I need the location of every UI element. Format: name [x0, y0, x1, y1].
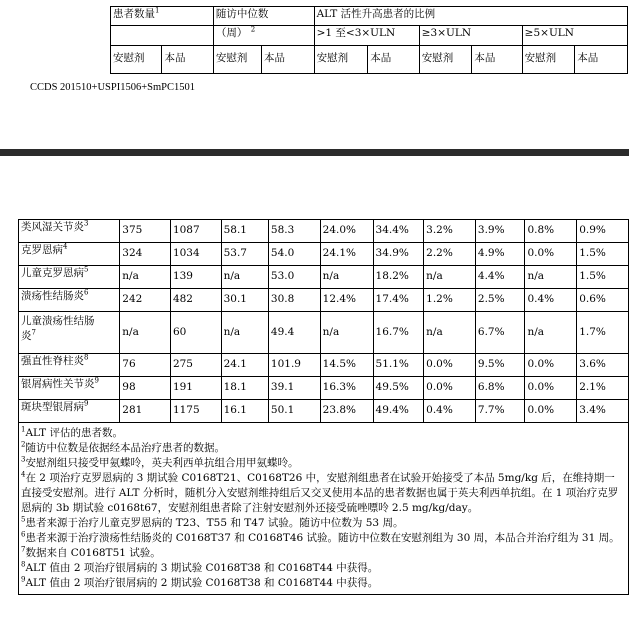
- cell-r3-product: 1.7%: [577, 312, 629, 354]
- cell-f-product: 58.3: [268, 220, 320, 243]
- cell-n-product: 482: [170, 289, 221, 312]
- footnotes-cell: [19, 423, 629, 595]
- cell-r3-product: 1.5%: [577, 266, 629, 289]
- cell-r1-product: 18.2%: [373, 266, 424, 289]
- cell-r2-product: 6.7%: [475, 312, 525, 354]
- cell-r3-placebo: 0.0%: [525, 243, 577, 266]
- col-placebo: 安慰剂: [419, 46, 472, 74]
- cell-f-placebo: 30.1: [221, 289, 268, 312]
- footnote: $^3$安慰剂组只接受甲氨蝶呤，英夫利西单抗组合用甲氨蝶呤。: [21, 455, 299, 469]
- cell-r2-placebo: 3.2%: [424, 220, 476, 243]
- row-label: 银屑病性关节炎$^9$: [19, 377, 120, 400]
- table-row: [19, 266, 629, 289]
- cell-r1-placebo: n/a: [320, 266, 373, 289]
- cell-r3-product: 1.5%: [577, 243, 629, 266]
- range-3-label: ≥5×ULN: [522, 26, 627, 46]
- cell-f-product: 101.9: [268, 354, 320, 377]
- footnote: $^2$随访中位数是依据经本品治疗患者的数据。: [21, 440, 225, 454]
- alt-data-table: [18, 219, 629, 595]
- cell-f-product: 39.1: [268, 377, 320, 400]
- cell-r2-placebo: 0.0%: [424, 377, 476, 400]
- col-placebo: 安慰剂: [213, 46, 261, 74]
- cell-r1-placebo: 12.4%: [320, 289, 373, 312]
- cell-r2-product: 4.4%: [475, 266, 525, 289]
- header-table: [110, 6, 628, 74]
- header-blank: [111, 26, 214, 46]
- cell-f-product: 53.0: [268, 266, 320, 289]
- cell-f-placebo: 58.1: [221, 220, 268, 243]
- cell-r1-product: 49.4%: [373, 400, 424, 423]
- cell-f-placebo: n/a: [221, 312, 268, 354]
- header-median-b: （周） $^2$: [213, 26, 314, 46]
- cell-n-product: 1175: [170, 400, 221, 423]
- cell-r3-product: 3.4%: [577, 400, 629, 423]
- header-patients: 患者数量$^1$: [111, 7, 214, 26]
- cell-n-placebo: 242: [120, 289, 171, 312]
- col-product: 本品: [368, 46, 419, 74]
- cell-n-product: 191: [170, 377, 221, 400]
- cell-r3-product: 3.6%: [577, 354, 629, 377]
- col-placebo: 安慰剂: [522, 46, 575, 74]
- table-row: [19, 400, 629, 423]
- footnotes-list: [21, 426, 625, 591]
- row-label: 斑块型银屑病$^9$: [19, 400, 120, 423]
- cell-r3-placebo: 0.0%: [525, 354, 577, 377]
- cell-r1-placebo: 14.5%: [320, 354, 373, 377]
- cell-r2-placebo: 2.2%: [424, 243, 476, 266]
- cell-r1-product: 17.4%: [373, 289, 424, 312]
- cell-r1-placebo: 24.0%: [320, 220, 373, 243]
- row-label: 溃疡性结肠炎$^6$: [19, 289, 120, 312]
- col-product: 本品: [262, 46, 315, 74]
- cell-r2-product: 2.5%: [475, 289, 525, 312]
- cell-r1-product: 49.5%: [373, 377, 424, 400]
- cell-n-placebo: n/a: [120, 312, 171, 354]
- col-product: 本品: [575, 46, 628, 74]
- col-placebo: 安慰剂: [111, 46, 162, 74]
- document-reference: CCDS 201510+USPI1506+SmPC1501: [30, 82, 196, 93]
- row-label: 儿童克罗恩病$^5$: [19, 266, 120, 289]
- footnote: $^7$数据来自 C0168T51 试验。: [21, 545, 161, 559]
- cell-n-product: 60: [170, 312, 221, 354]
- cell-f-product: 49.4: [268, 312, 320, 354]
- row-label: 类风湿关节炎$^3$: [19, 220, 120, 243]
- header-median-a: 随访中位数: [213, 7, 314, 26]
- cell-f-product: 54.0: [268, 243, 320, 266]
- cell-r1-product: 34.4%: [373, 220, 424, 243]
- cell-f-placebo: 53.7: [221, 243, 268, 266]
- footnote: $^1$ALT 评估的患者数。: [21, 425, 124, 439]
- cell-f-placebo: 16.1: [221, 400, 268, 423]
- cell-r3-placebo: 0.4%: [525, 289, 577, 312]
- cell-r3-placebo: 0.0%: [525, 400, 577, 423]
- row-label: 强直性脊柱炎$^8$: [19, 354, 120, 377]
- cell-f-product: 50.1: [268, 400, 320, 423]
- header-alt: ALT 活性升高患者的比例: [314, 7, 627, 26]
- col-placebo: 安慰剂: [314, 46, 368, 74]
- cell-n-product: 1087: [170, 220, 221, 243]
- cell-r1-placebo: 24.1%: [320, 243, 373, 266]
- cell-r3-product: 2.1%: [577, 377, 629, 400]
- cell-n-product: 139: [170, 266, 221, 289]
- cell-n-placebo: 281: [120, 400, 171, 423]
- cell-r2-product: 4.9%: [475, 243, 525, 266]
- cell-r2-product: 6.8%: [475, 377, 525, 400]
- cell-r3-placebo: 0.8%: [525, 220, 577, 243]
- cell-f-placebo: n/a: [221, 266, 268, 289]
- footnote: $^6$患者来源于治疗溃疡性结肠炎的 C0168T37 和 C0168T46 试验。随访中位数在安慰剂组为 30 周，本品合并治疗组为 31 周。: [21, 530, 620, 544]
- cell-n-placebo: n/a: [120, 266, 171, 289]
- footnote: $^4$在 2 项治疗克罗恩病的 3 期试验 C0168T21、C0168T26 中，安慰剂组患者在试验开始接受了本品 5mg/kg 后，在维持期一直接受安慰剂。进行 ALT 分析时，随机分入安慰剂维持组后又交叉使用本品的患者数据也属于英夫利西单抗组。在 1 项治疗克罗恩病的 3b 期试验 c0168t67，安慰剂组患者除了注射安慰剂外还接受硫唑嘌呤 2.5 mg/kg/day。: [21, 470, 619, 514]
- cell-n-placebo: 98: [120, 377, 171, 400]
- cell-r3-product: 0.6%: [577, 289, 629, 312]
- cell-r3-product: 0.9%: [577, 220, 629, 243]
- cell-r3-placebo: n/a: [525, 266, 577, 289]
- cell-r2-placebo: 1.2%: [424, 289, 476, 312]
- col-product: 本品: [472, 46, 522, 74]
- cell-r1-placebo: 23.8%: [320, 400, 373, 423]
- range-1-label: >1 至<3×ULN: [314, 26, 419, 46]
- cell-r1-product: 51.1%: [373, 354, 424, 377]
- page-break-bar: [0, 149, 629, 156]
- footnote: $^8$ALT 值由 2 项治疗银屑病的 3 期试验 C0168T38 和 C0168T44 中获得。: [21, 560, 379, 574]
- cell-r1-placebo: 16.3%: [320, 377, 373, 400]
- table-row: [19, 243, 629, 266]
- cell-r2-placebo: n/a: [424, 266, 476, 289]
- row-label: 儿童溃疡性结肠 炎$^7$: [19, 312, 120, 354]
- footnote: $^5$患者来源于治疗儿童克罗恩病的 T23、T55 和 T47 试验。随访中位数为 53 周。: [21, 515, 404, 529]
- cell-r3-placebo: n/a: [525, 312, 577, 354]
- row-label: 克罗恩病$^4$: [19, 243, 120, 266]
- cell-r2-product: 3.9%: [475, 220, 525, 243]
- footnote: $^9$ALT 值由 2 项治疗银屑病的 2 期试验 C0168T38 和 C0168T44 中获得。: [21, 575, 379, 589]
- cell-n-placebo: 76: [120, 354, 171, 377]
- cell-r2-placebo: n/a: [424, 312, 476, 354]
- table-row: [19, 312, 629, 354]
- table-row: [19, 289, 629, 312]
- cell-n-product: 1034: [170, 243, 221, 266]
- col-product: 本品: [162, 46, 213, 74]
- cell-f-placebo: 24.1: [221, 354, 268, 377]
- cell-n-product: 275: [170, 354, 221, 377]
- cell-r1-product: 16.7%: [373, 312, 424, 354]
- table-row: [19, 377, 629, 400]
- cell-r2-placebo: 0.4%: [424, 400, 476, 423]
- cell-r1-placebo: n/a: [320, 312, 373, 354]
- cell-r3-placebo: 0.0%: [525, 377, 577, 400]
- cell-n-placebo: 324: [120, 243, 171, 266]
- range-2-label: ≥3×ULN: [419, 26, 522, 46]
- cell-f-product: 30.8: [268, 289, 320, 312]
- table-row: [19, 220, 629, 243]
- cell-f-placebo: 18.1: [221, 377, 268, 400]
- cell-r1-product: 34.9%: [373, 243, 424, 266]
- cell-r2-placebo: 0.0%: [424, 354, 476, 377]
- cell-r2-product: 9.5%: [475, 354, 525, 377]
- cell-n-placebo: 375: [120, 220, 171, 243]
- cell-r2-product: 7.7%: [475, 400, 525, 423]
- table-row: [19, 354, 629, 377]
